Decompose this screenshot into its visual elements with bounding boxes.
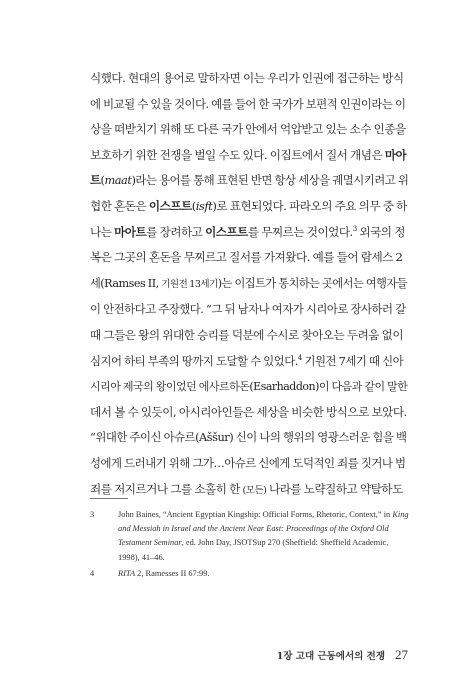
text-span: ( <box>100 173 105 188</box>
text-span: 세(Ramses II, <box>90 276 162 290</box>
footnote-text: 2, Ramesses II 67:99. <box>135 568 210 578</box>
chapter-running-head: 1장 고대 근동에서의 전쟁 <box>276 651 385 662</box>
footnote-text: John Baines, “Ancient Egyptian Kingship: Official Forms, Rhetoric, Context,” in <box>118 510 393 519</box>
text-span: 데서 볼 수 있듯이, 아시리아인들은 세상을 비슷한 방식으로 보았다. <box>90 404 407 419</box>
text-span: 시리아 제국의 왕이었던 에사르하돈(Esarhaddon)이 다음과 같이 말한 <box>90 380 408 394</box>
bold-term: 이스프트 <box>205 224 248 239</box>
text-line <box>90 451 408 477</box>
footnote-number: 3 <box>90 510 95 519</box>
text-span: 상을 떠받치기 위해 또 다른 국가 안에서 억압받고 있는 소수 인종을 <box>90 122 406 137</box>
text-line <box>90 425 408 451</box>
text-span: 복은 그곳의 혼돈을 무찌르고 질서를 가져왔다. 예를 들어 람세스 2 <box>90 250 403 265</box>
footnote-ref[interactable]: 4 <box>297 353 302 362</box>
text-span: 때 그들은 왕의 위대한 승리를 덕분에 수시로 찾아오는 두려움 없이 <box>90 327 404 342</box>
page-footer <box>277 647 408 663</box>
footnote-4 <box>90 567 410 581</box>
text-span: 를 장려하고 <box>146 224 206 239</box>
bold-term: 트 <box>90 173 101 188</box>
text-line <box>90 220 408 246</box>
text-span: 심지어 하티 부족의 땅까지 도달할 수 있었다. <box>90 353 298 368</box>
text-line <box>90 66 408 92</box>
text-line <box>90 92 408 118</box>
text-line <box>90 400 408 426</box>
text-span: )는 이집트가 통치하는 곳에서는 여행자들 <box>217 276 408 290</box>
text-line <box>90 477 408 504</box>
footnote-3 <box>90 508 410 565</box>
footnotes <box>90 508 410 583</box>
text-span: 외국의 정 <box>356 224 405 239</box>
text-span: 성에게 드러내기 위해 그가…아슈르 신에게 도덕적인 죄를 짓거나 범 <box>90 455 406 470</box>
text-line <box>90 143 408 169</box>
italic-term: maat <box>104 173 132 188</box>
text-span: 식했다. 현대의 용어로 말하자면 이는 우리가 인권에 접근하는 방식 <box>90 71 404 85</box>
footnote-italic-title: RITA <box>118 568 136 578</box>
bold-term: 마아 <box>384 147 407 162</box>
text-span: 이 안전하다고 주장했다. “그 뒤 남자나 여자가 시리아로 장사하러 갈 <box>90 302 406 317</box>
text-line <box>90 323 408 349</box>
body-text <box>90 66 408 503</box>
page-number: 27 <box>395 647 408 662</box>
text-span: )라는 용어를 통해 표현된 반면 항상 세상을 궤멸시키려고 위 <box>131 173 408 188</box>
text-span: “위대한 주이신 아슈르(Aššur) 신이 나의 행위의 영광스러운 힘을 백 <box>90 430 407 445</box>
text-span: 기원전 7세기 때 신아 <box>301 353 404 368</box>
small-text: 기원전 13세기 <box>161 278 218 290</box>
text-span: 를 무찌르는 것이었다. <box>247 224 353 239</box>
text-line <box>90 117 408 143</box>
text-line <box>90 374 408 400</box>
text-span: ( <box>191 198 196 213</box>
footnote-divider <box>90 498 128 499</box>
text-span: )로 표현되었다. 파라오의 주요 의무 중 하 <box>212 198 407 213</box>
text-span: 에 비교될 수 있을 것이다. 예를 들어 한 국가가 보편적 인권이라는 이 <box>90 96 406 111</box>
italic-term: isft <box>195 198 213 213</box>
text-line <box>90 245 408 271</box>
text-span: 죄를 저지르거나 그를 소홀히 한 <box>90 481 243 496</box>
bold-term: 이스프트 <box>148 198 192 213</box>
bold-term: 마아트 <box>114 224 147 239</box>
text-line <box>90 194 408 220</box>
text-line <box>90 349 408 375</box>
text-span: 협한 혼돈은 <box>90 198 149 213</box>
footnote-italic-title: King and Messiah in Israel and the Ancient Near East: Proceedings of the Oxford Old Testament Seminar <box>118 510 409 548</box>
text-line <box>90 297 408 323</box>
text-span: 보호하기 위한 전쟁을 벌일 수도 있다. 이집트에서 질서 개념은 <box>90 147 385 162</box>
text-span: 나라를 노략질하고 약탈하도 <box>266 481 403 496</box>
footnote-number: 4 <box>90 568 95 578</box>
footnote-ref[interactable]: 3 <box>352 224 357 233</box>
footnote-text: , ed. John Day, JSOTSup 270 (Sheffield: Sheffield Academic, 1998), 41–46. <box>118 538 389 562</box>
text-span: 나는 <box>90 224 115 239</box>
small-text: (모든) <box>242 484 267 496</box>
text-line <box>90 168 408 194</box>
text-line <box>90 271 408 298</box>
